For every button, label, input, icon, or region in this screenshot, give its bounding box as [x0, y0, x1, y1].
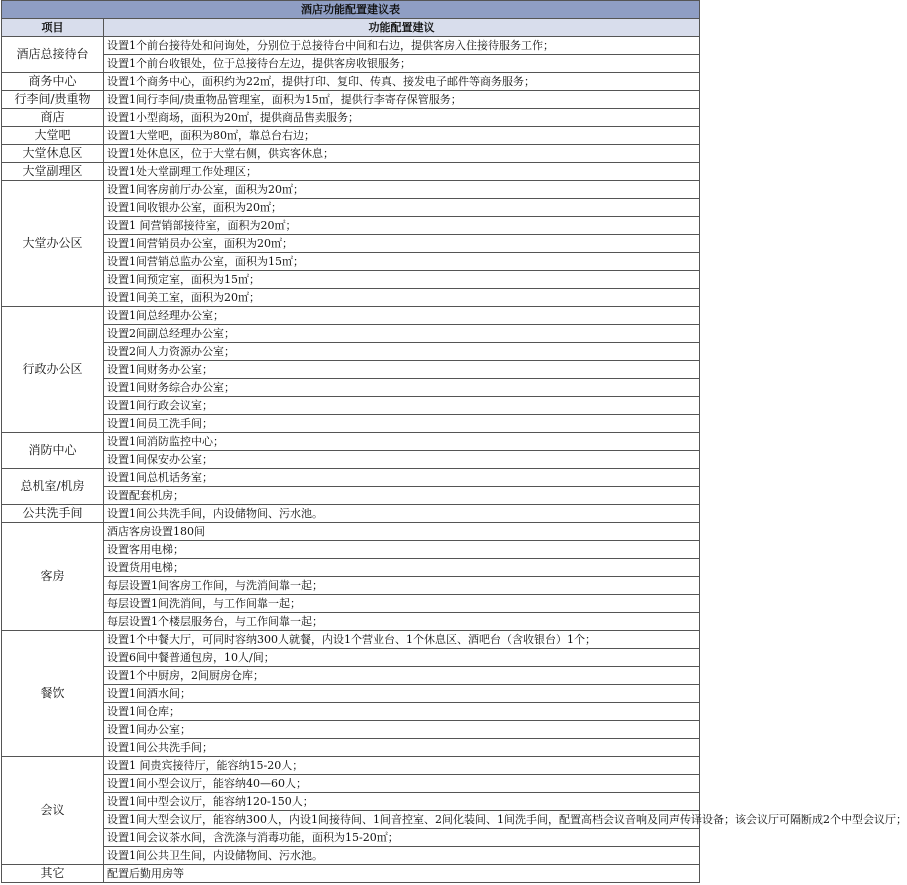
suggestion-cell: 设置1间行李间/贵重物品管理室，面积为15㎡，提供行李寄存保管服务； [104, 91, 700, 109]
category-cell: 行政办公区 [2, 307, 104, 433]
table-row [2, 721, 700, 739]
table-row [2, 829, 700, 847]
suggestion-cell: 设置1处休息区，位于大堂右侧，供宾客休息； [104, 145, 700, 163]
table-row [2, 217, 700, 235]
table-row [2, 325, 700, 343]
table-row [2, 235, 700, 253]
suggestion-cell: 设置1个中餐大厅，可同时容纳300人就餐，内设1个营业台、1个休息区、酒吧台（含收银台）1个； [104, 631, 700, 649]
table-row [2, 145, 700, 163]
suggestion-cell: 设置1间行政会议室； [104, 397, 700, 415]
suggestion-cell: 设置1间公共洗手间，内设储物间、污水池。 [104, 505, 700, 523]
table-row [2, 865, 700, 883]
table-row [2, 379, 700, 397]
table-row [2, 253, 700, 271]
table-row [2, 847, 700, 865]
table-row [2, 487, 700, 505]
table-row [2, 739, 700, 757]
suggestion-cell: 设置1间公共洗手间； [104, 739, 700, 757]
table-row [2, 343, 700, 361]
table-row [2, 541, 700, 559]
suggestion-cell: 设置1小型商场，面积为20㎡，提供商品售卖服务； [104, 109, 700, 127]
suggestion-cell: 设置1处大堂副理工作处理区； [104, 163, 700, 181]
category-cell: 客房 [2, 523, 104, 631]
table-row [2, 73, 700, 91]
table-row [2, 559, 700, 577]
suggestion-cell: 设置1 间营销部接待室，面积为20㎡； [104, 217, 700, 235]
suggestion-cell: 设置1个商务中心，面积约为22㎡，提供打印、复印、传真、接发电子邮件等商务服务； [104, 73, 700, 91]
table-title: 酒店功能配置建议表 [2, 1, 700, 19]
suggestion-cell: 设置1个前台收银处，位于总接待台左边，提供客房收银服务； [104, 55, 700, 73]
table-row [2, 703, 700, 721]
table-row [2, 55, 700, 73]
suggestion-cell: 每层设置1个楼层服务台，与工作间靠一起； [104, 613, 700, 631]
suggestion-cell: 设置1间办公室； [104, 721, 700, 739]
suggestion-cell: 设置2间人力资源办公室； [104, 343, 700, 361]
table-row [2, 163, 700, 181]
suggestion-cell: 设置1个中厨房，2间厨房仓库； [104, 667, 700, 685]
suggestion-cell: 设置1大堂吧，面积为80㎡，靠总台右边； [104, 127, 700, 145]
table-row [2, 631, 700, 649]
table-row [2, 181, 700, 199]
suggestion-cell: 每层设置1间洗消间，与工作间靠一起； [104, 595, 700, 613]
category-cell: 总机室/机房 [2, 469, 104, 505]
suggestion-cell: 设置1间中型会议厅，能容纳120-150人； [104, 793, 700, 811]
table-row [2, 91, 700, 109]
suggestion-cell: 设置客用电梯； [104, 541, 700, 559]
suggestion-cell: 设置1间小型会议厅，能容纳40—60人； [104, 775, 700, 793]
suggestion-cell: 酒店客房设置180间 [104, 523, 700, 541]
category-cell: 大堂吧 [2, 127, 104, 145]
suggestion-cell: 设置1间公共卫生间，内设储物间、污水池。 [104, 847, 700, 865]
table-row [2, 469, 700, 487]
suggestion-cell: 设置1间收银办公室，面积为20㎡； [104, 199, 700, 217]
category-cell: 酒店总接待台 [2, 37, 104, 73]
table-row [2, 433, 700, 451]
category-cell: 商店 [2, 109, 104, 127]
table-row [2, 127, 700, 145]
suggestion-cell: 设置1 间贵宾接待厅，能容纳15-20人； [104, 757, 700, 775]
table-row [2, 37, 700, 55]
suggestion-cell: 设置1间大型会议厅，能容纳300人，内设1间接待间、1间音控室、2间化装间、1间洗手间，配置高档会议音响及同声传译设备；该会议厅可隔断成2个中型会议厅； [104, 811, 700, 829]
suggestion-cell: 设置1间营销员办公室，面积为20㎡； [104, 235, 700, 253]
table-body [2, 37, 907, 883]
table-row [2, 811, 700, 829]
category-cell: 公共洗手间 [2, 505, 104, 523]
title-row [2, 1, 700, 19]
suggestion-cell: 设置货用电梯； [104, 559, 700, 577]
category-cell: 大堂休息区 [2, 145, 104, 163]
table-row [2, 307, 700, 325]
category-cell: 餐饮 [2, 631, 104, 757]
suggestion-cell: 设置2间副总经理办公室； [104, 325, 700, 343]
table-row [2, 361, 700, 379]
suggestion-cell: 设置6间中餐普通包房，10人/间； [104, 649, 700, 667]
table-row [2, 505, 700, 523]
table-row [2, 667, 700, 685]
table-row [2, 451, 700, 469]
table-row [2, 109, 700, 127]
suggestion-cell: 设置1间会议茶水间，含洗涤与消毒功能，面积为15-20㎡； [104, 829, 700, 847]
suggestion-cell: 设置1间美工室，面积为20㎡； [104, 289, 700, 307]
suggestion-cell: 设置1间保安办公室； [104, 451, 700, 469]
table-row [2, 397, 700, 415]
table-row [2, 685, 700, 703]
table-row [2, 199, 700, 217]
table-row [2, 415, 700, 433]
suggestion-cell: 设置1间财务办公室； [104, 361, 700, 379]
category-cell: 会议 [2, 757, 104, 865]
table-row [2, 577, 700, 595]
suggestion-cell: 配置后勤用房等 [104, 865, 700, 883]
suggestion-cell: 设置1间总经理办公室； [104, 307, 700, 325]
table-row [2, 523, 700, 541]
suggestion-cell: 设置配套机房； [104, 487, 700, 505]
suggestion-cell: 设置1个前台接待处和问询处，分别位于总接待台中间和右边，提供客房入住接待服务工作； [104, 37, 700, 55]
category-cell: 消防中心 [2, 433, 104, 469]
category-cell: 大堂办公区 [2, 181, 104, 307]
header-suggestion: 功能配置建议 [104, 19, 700, 37]
table-row [2, 775, 700, 793]
category-cell: 大堂副理区 [2, 163, 104, 181]
table-row [2, 289, 700, 307]
suggestion-cell: 设置1间财务综合办公室； [104, 379, 700, 397]
suggestion-cell: 每层设置1间客房工作间，与洗消间靠一起； [104, 577, 700, 595]
table-row [2, 271, 700, 289]
table-row [2, 793, 700, 811]
suggestion-cell: 设置1间酒水间； [104, 685, 700, 703]
category-cell: 行李间/贵重物 [2, 91, 104, 109]
suggestion-cell: 设置1间总机话务室； [104, 469, 700, 487]
suggestion-cell: 设置1间仓库； [104, 703, 700, 721]
table-row [2, 595, 700, 613]
header-row [2, 19, 700, 37]
suggestion-cell: 设置1间员工洗手间； [104, 415, 700, 433]
suggestion-cell: 设置1间消防监控中心； [104, 433, 700, 451]
suggestion-cell: 设置1间营销总监办公室，面积为15㎡； [104, 253, 700, 271]
suggestion-cell: 设置1间客房前厅办公室，面积为20㎡； [104, 181, 700, 199]
suggestion-cell: 设置1间预定室，面积为15㎡； [104, 271, 700, 289]
config-table [1, 0, 907, 883]
table-row [2, 757, 700, 775]
category-cell: 商务中心 [2, 73, 104, 91]
table-row [2, 613, 700, 631]
category-cell: 其它 [2, 865, 104, 883]
header-category: 项目 [2, 19, 104, 37]
table-row [2, 649, 700, 667]
config-table-sheet [1, 0, 907, 883]
